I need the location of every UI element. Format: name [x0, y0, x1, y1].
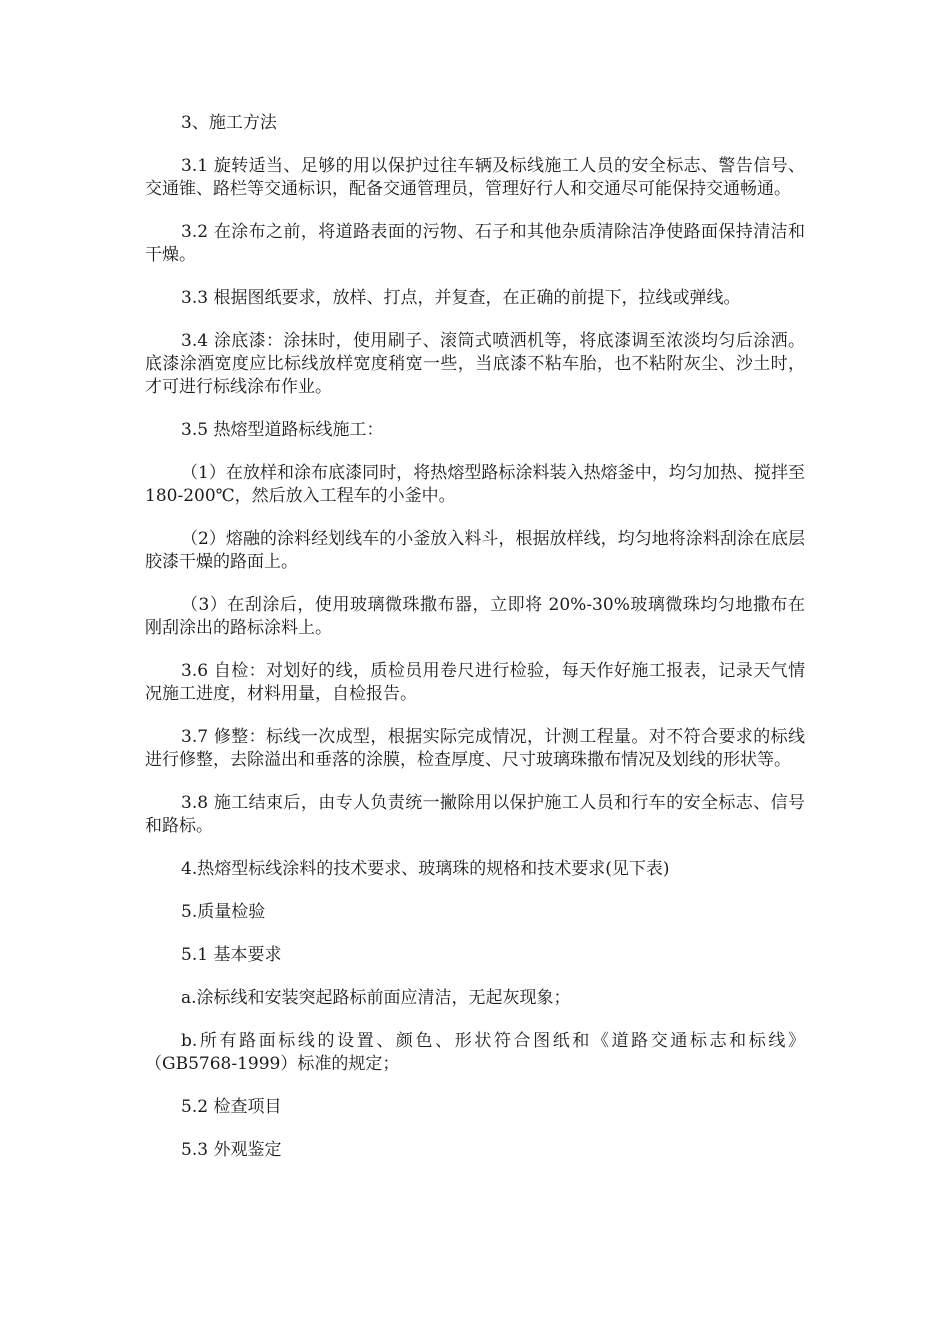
- heading-construction-method: 3、施工方法: [181, 113, 277, 133]
- heading-inspection-items: 5.2 检查项目: [181, 1097, 282, 1117]
- paragraph-3-5-1: （1）在放样和涂布底漆同时，将热熔型路标涂料装入热熔釜中，均匀加热、搅拌至 180-200℃，然后放入工程车的小釜中。: [145, 463, 805, 506]
- paragraph-3-5-2: （2）熔融的涂料经划线车的小釜放入料斗，根据放样线，均匀地将涂料刮涂在底层胶漆干燥的路面上。: [145, 529, 805, 572]
- paragraph-5-1-a: a.涂标线和安装突起路标前面应清洁，无起灰现象；: [181, 988, 571, 1008]
- paragraph-3-7: 3.7 修整：标线一次成型，根据实际完成情况，计测工程量。对不符合要求的标线进行修整，去除溢出和垂落的涂膜，检查厚度、尺寸玻璃珠撒布情况及划线的形状等。: [145, 727, 805, 770]
- paragraph-3-1: 3.1 旋转适当、足够的用以保护过往车辆及标线施工人员的安全标志、警告信号、交通锥、路栏等交通标识，配备交通管理员，管理好行人和交通尽可能保持交通畅通。: [145, 156, 805, 199]
- paragraph-3-6: 3.6 自检：对划好的线，质检员用卷尺进行检验，每天作好施工报表，记录天气情况施工进度，材料用量，自检报告。: [145, 661, 805, 704]
- heading-basic-requirements: 5.1 基本要求: [181, 945, 282, 965]
- heading-quality-inspection: 5.质量检验: [181, 902, 266, 922]
- paragraph-3-3: 3.3 根据图纸要求，放样、打点，并复查，在正确的前提下，拉线或弹线。: [181, 288, 741, 308]
- paragraph-3-5-3: （3）在刮涂后，使用玻璃微珠撒布器，立即将 20%-30%玻璃微珠均匀地撒布在刚刮涂出的路标涂料上。: [145, 595, 805, 638]
- paragraph-3-5: 3.5 热熔型道路标线施工：: [181, 420, 384, 440]
- paragraph-5-1-b: b.所有路面标线的设置、颜色、形状符合图纸和《道路交通标志和标线》（GB5768-1999）标准的规定；: [145, 1031, 805, 1074]
- paragraph-4: 4.热熔型标线涂料的技术要求、玻璃珠的规格和技术要求(见下表): [181, 859, 670, 879]
- document-body: [145, 112, 805, 1182]
- paragraph-3-2: 3.2 在涂布之前，将道路表面的污物、石子和其他杂质清除洁净使路面保持清洁和干燥。: [145, 222, 805, 265]
- heading-appearance-assessment: 5.3 外观鉴定: [181, 1140, 282, 1160]
- paragraph-3-8: 3.8 施工结束后，由专人负责统一撇除用以保护施工人员和行车的安全标志、信号和路标。: [145, 793, 805, 836]
- paragraph-3-4: 3.4 涂底漆：涂抹时，使用刷子、滚筒式喷洒机等，将底漆调至浓淡均匀后涂洒。底漆涂酒宽度应比标线放样宽度稍宽一些，当底漆不粘车胎，也不粘附灰尘、沙土时，才可进行标线涂布作业。: [145, 331, 805, 397]
